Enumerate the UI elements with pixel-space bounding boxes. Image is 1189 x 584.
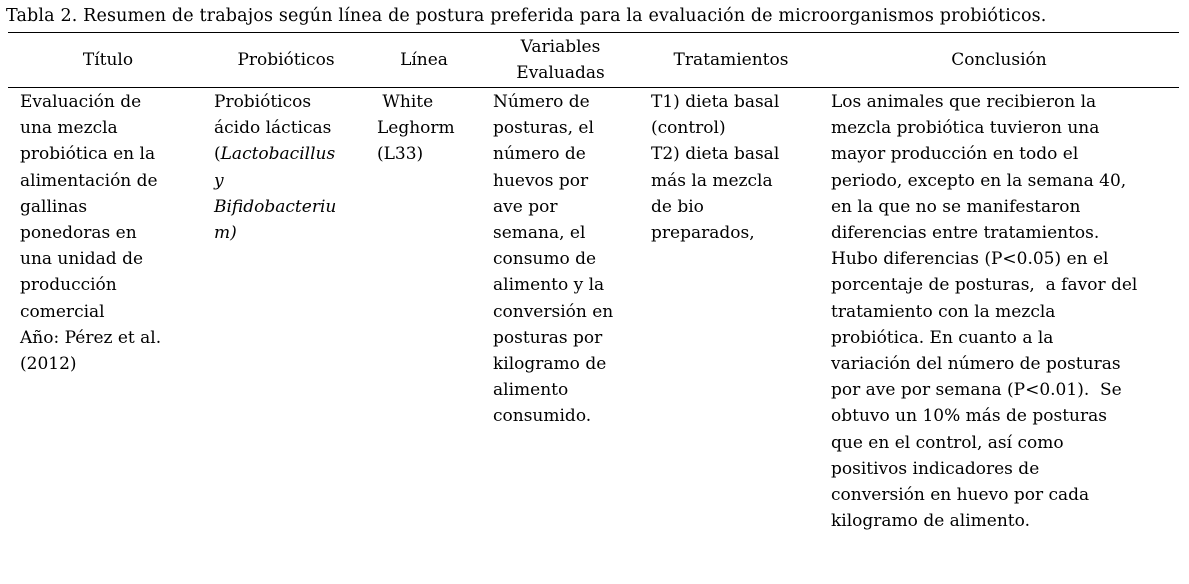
genus-lactobacillus: Lactobacillus — [220, 144, 336, 165]
variables-line: ave por — [493, 196, 558, 217]
conclusion-line: kilogramo de alimento. — [831, 511, 1030, 532]
variables-line: huevos por — [493, 170, 589, 191]
titulo-line: gallinas — [20, 196, 88, 217]
variables-line: kilogramo de — [493, 354, 607, 375]
conclusion-line: mezcla probiótica tuvieron una — [831, 118, 1100, 139]
conclusion-line: por ave por semana (P<0.01). Se — [831, 380, 1122, 401]
linea-line: Leghorm — [377, 118, 455, 139]
titulo-line: (2012) — [20, 354, 77, 375]
conclusion-line: diferencias entre tratamientos. — [831, 223, 1100, 244]
titulo-line: Evaluación de — [20, 92, 142, 112]
cell-titulo — [20, 89, 205, 377]
variables-line: posturas, el — [493, 118, 594, 139]
variables-line: alimento y la — [493, 275, 605, 296]
titulo-line: producción — [20, 275, 117, 296]
tratamientos-line: más la mezcla — [651, 170, 773, 191]
header-tratamientos: Tratamientos — [673, 50, 789, 70]
conclusion-line: obtuvo un 10% más de posturas — [831, 406, 1107, 427]
tratamientos-line: de bio — [651, 196, 704, 217]
conclusion-line: variación del número de posturas — [831, 354, 1121, 375]
tratamientos-line: T2) dieta basal — [651, 144, 780, 165]
conclusion-line: tratamiento con la mezcla — [831, 301, 1056, 322]
conclusion-line: que en el control, así como — [831, 432, 1064, 453]
probioticos-line: ácido lácticas — [214, 118, 332, 139]
titulo-line: comercial — [20, 301, 105, 322]
header-conclusion: Conclusión — [951, 50, 1047, 70]
titulo-line: ponedoras en — [20, 223, 137, 244]
header-titulo: Título — [82, 50, 134, 70]
table-header-rule — [8, 87, 1179, 88]
tratamientos-line: T1) dieta basal — [651, 92, 780, 112]
cell-variables — [493, 89, 643, 430]
linea-line: (L33) — [377, 144, 424, 165]
conclusion-line: en la que no se manifestaron — [831, 196, 1081, 217]
header-probioticos: Probióticos — [237, 50, 335, 70]
cell-conclusion — [831, 89, 1181, 534]
open-paren: ( — [214, 144, 221, 165]
probioticos-line: Probióticos — [214, 92, 312, 112]
variables-line: posturas por — [493, 327, 603, 348]
table-top-rule — [8, 32, 1179, 33]
tratamientos-line: preparados, — [651, 223, 755, 244]
cell-probioticos — [214, 89, 364, 246]
header-variables: Variables Evaluadas — [516, 37, 605, 83]
genus-bifidobacterium-part2: m) — [214, 223, 237, 244]
conclusion-line: Los animales que recibieron la — [831, 92, 1097, 112]
table-caption: Tabla 2. Resumen de trabajos según línea de postura preferida para la evaluación de microorganismos probióticos. — [6, 6, 1047, 26]
variables-line: consumido. — [493, 406, 592, 427]
titulo-line: una mezcla — [20, 118, 118, 139]
variables-line: Número de — [493, 92, 590, 112]
titulo-line: probiótica en la — [20, 144, 156, 165]
probioticos-line — [214, 141, 364, 167]
conclusion-line: Hubo diferencias (P<0.05) en el — [831, 249, 1109, 270]
conclusion-line: conversión en huevo por cada — [831, 485, 1090, 506]
conclusion-line: mayor producción en todo el — [831, 144, 1079, 165]
variables-line: semana, el — [493, 223, 586, 244]
genus-bifidobacterium-part1: Bifidobacteriu — [214, 196, 337, 217]
conclusion-line: porcentaje de posturas, a favor del — [831, 275, 1138, 296]
variables-line: conversión en — [493, 301, 614, 322]
probioticos-conjunction: y — [214, 170, 224, 191]
conclusion-line: positivos indicadores de — [831, 458, 1040, 479]
conclusion-line: probiótica. En cuanto a la — [831, 327, 1054, 348]
tratamientos-line: (control) — [651, 118, 726, 139]
header-linea: Línea — [400, 50, 448, 70]
variables-line: alimento — [493, 380, 569, 401]
titulo-line: alimentación de — [20, 170, 158, 191]
titulo-line: Año: Pérez et al. — [20, 327, 162, 348]
conclusion-line: periodo, excepto en la semana 40, — [831, 170, 1127, 191]
variables-line: número de — [493, 144, 586, 165]
titulo-line: una unidad de — [20, 249, 144, 270]
variables-line: consumo de — [493, 249, 597, 270]
cell-linea — [377, 89, 487, 168]
cell-tratamientos — [651, 89, 821, 246]
linea-line: White — [377, 92, 434, 112]
